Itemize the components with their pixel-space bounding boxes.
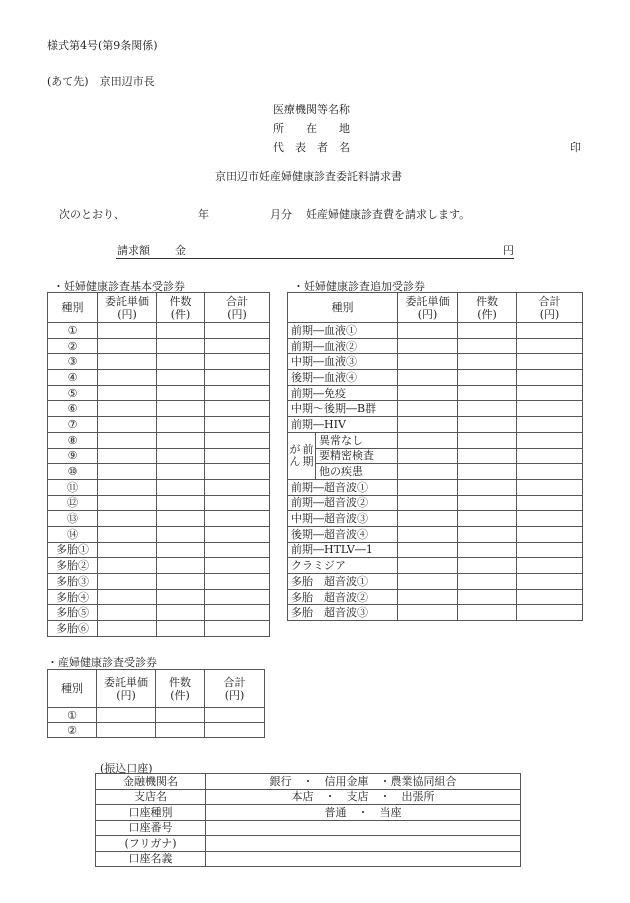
unit-price-cell[interactable] (398, 448, 458, 464)
count-cell[interactable] (157, 574, 205, 590)
unit-price-cell[interactable] (398, 370, 458, 386)
month-label: 月分 (270, 208, 292, 221)
row-label: 多胎③ (48, 574, 98, 590)
table-row (48, 370, 270, 386)
table-row (48, 605, 270, 621)
total-cell[interactable] (205, 323, 270, 339)
row-label: 前期―HTLV―1 (288, 542, 398, 558)
total-cell[interactable] (205, 448, 270, 464)
total-cell[interactable] (205, 432, 270, 448)
table-row (48, 354, 270, 370)
row-label: ⑥ (48, 401, 98, 417)
unit-price-cell[interactable] (398, 338, 458, 354)
table-row (288, 558, 583, 574)
count-cell[interactable] (157, 605, 205, 621)
unit-price-cell[interactable] (398, 542, 458, 558)
row-label: 多胎④ (48, 589, 98, 605)
unit-price-cell[interactable] (98, 464, 157, 480)
unit-price-cell[interactable] (98, 448, 157, 464)
table-row (48, 558, 270, 574)
table-row (48, 464, 270, 480)
table-row (288, 417, 583, 433)
table-row (48, 495, 270, 511)
unit-price-cell[interactable] (398, 417, 458, 433)
row-label: ⑭ (48, 526, 98, 542)
total-cell[interactable] (517, 542, 583, 558)
count-cell[interactable] (156, 723, 205, 738)
total-cell[interactable] (517, 464, 583, 480)
count-cell[interactable] (156, 708, 205, 723)
header-unit-price: 委託単価 (円) (98, 293, 157, 323)
table-row (48, 323, 270, 339)
table-row (288, 354, 583, 370)
bank-row (96, 774, 521, 790)
unit-price-cell[interactable] (398, 385, 458, 401)
bank-section-title: (振込口座) (100, 762, 153, 775)
total-cell[interactable] (517, 354, 583, 370)
row-label: 多胎① (48, 542, 98, 558)
total-cell[interactable] (517, 526, 583, 542)
row-label: 他の疾患 (316, 464, 398, 480)
total-cell[interactable] (517, 323, 583, 339)
row-label: 多胎⑤ (48, 605, 98, 621)
count-cell[interactable] (458, 323, 517, 339)
seal-mark: 印 (570, 141, 581, 154)
unit-price-cell[interactable] (98, 354, 157, 370)
row-label: 多胎 超音波① (288, 574, 398, 590)
total-cell[interactable] (205, 385, 270, 401)
total-cell[interactable] (517, 589, 583, 605)
bank-row (96, 836, 521, 852)
table-row (288, 589, 583, 605)
row-label: 多胎⑥ (48, 621, 98, 637)
count-cell[interactable] (458, 448, 517, 464)
bank-account-table (95, 773, 521, 867)
table-row (288, 401, 583, 417)
count-cell[interactable] (458, 479, 517, 495)
postpartum-coupon-table (47, 669, 265, 738)
table-row (288, 574, 583, 590)
table-row (288, 479, 583, 495)
count-cell[interactable] (157, 323, 205, 339)
table-row (48, 401, 270, 417)
row-label: 前期―超音波② (288, 495, 398, 511)
form-number: 様式第4号(第9条関係) (47, 39, 158, 52)
total-cell[interactable] (517, 417, 583, 433)
row-label: 前期―超音波① (288, 479, 398, 495)
row-label: ⑤ (48, 385, 98, 401)
row-label: ② (48, 338, 98, 354)
count-cell[interactable] (458, 589, 517, 605)
claim-yen: 円 (503, 244, 514, 257)
row-label: 後期―血液④ (288, 370, 398, 386)
table-header-row (48, 670, 265, 708)
row-label: ⑦ (48, 417, 98, 433)
total-cell[interactable] (205, 574, 270, 590)
bank-field-label: (フリガナ) (96, 836, 206, 852)
unit-price-cell[interactable] (398, 605, 458, 621)
unit-price-cell[interactable] (398, 464, 458, 480)
table-row (48, 574, 270, 590)
bank-field-label: 支店名 (96, 789, 206, 805)
header-unit-price: 委託単価 (円) (97, 670, 156, 708)
header-unit-price: 委託単価 (円) (398, 293, 458, 323)
header-count: 件数 (件) (157, 293, 205, 323)
bank-field-value[interactable] (206, 820, 521, 836)
table-row (48, 432, 270, 448)
bank-field-label: 口座番号 (96, 820, 206, 836)
row-label: ① (48, 323, 98, 339)
bank-field-label: 口座種別 (96, 805, 206, 821)
count-cell[interactable] (458, 432, 517, 448)
table-row (48, 417, 270, 433)
header-count: 件数 (件) (458, 293, 517, 323)
total-cell[interactable] (205, 338, 270, 354)
total-cell[interactable] (517, 448, 583, 464)
count-cell[interactable] (458, 558, 517, 574)
bank-field-value[interactable] (206, 836, 521, 852)
total-cell[interactable] (517, 605, 583, 621)
count-cell[interactable] (458, 385, 517, 401)
table-header-row (48, 293, 270, 323)
unit-price-cell[interactable] (98, 526, 157, 542)
total-cell[interactable] (517, 495, 583, 511)
total-cell[interactable] (205, 621, 270, 637)
total-cell[interactable] (517, 385, 583, 401)
count-cell[interactable] (157, 370, 205, 386)
total-cell[interactable] (205, 354, 270, 370)
bank-field-label: 金融機関名 (96, 774, 206, 790)
year-label: 年 (198, 208, 209, 221)
bank-field-label: 口座名義 (96, 851, 206, 867)
total-cell[interactable] (205, 558, 270, 574)
unit-price-cell[interactable] (98, 511, 157, 527)
table-header-row (288, 293, 583, 323)
unit-price-cell[interactable] (398, 354, 458, 370)
table-row (288, 605, 583, 621)
table-row (288, 511, 583, 527)
row-label: 中期―血液③ (288, 354, 398, 370)
count-cell[interactable] (157, 464, 205, 480)
unit-price-cell[interactable] (398, 574, 458, 590)
unit-price-cell[interactable] (98, 574, 157, 590)
table-row (288, 370, 583, 386)
header-type: 種別 (48, 293, 98, 323)
unit-price-cell[interactable] (98, 479, 157, 495)
statement-suffix: 妊産婦健康診査費を請求します。 (306, 208, 471, 221)
row-label: 要精密検査 (316, 448, 398, 464)
total-cell[interactable] (205, 495, 270, 511)
header-count: 件数 (件) (156, 670, 205, 708)
row-label: 異常なし (316, 432, 398, 448)
count-cell[interactable] (458, 605, 517, 621)
count-cell[interactable] (458, 542, 517, 558)
representative-label: 代 表 者 名 (273, 141, 350, 154)
total-cell[interactable] (517, 479, 583, 495)
unit-price-cell[interactable] (398, 432, 458, 448)
table-row (288, 432, 583, 448)
count-cell[interactable] (157, 417, 205, 433)
row-label: 後期―超音波④ (288, 526, 398, 542)
row-label: ⑬ (48, 511, 98, 527)
addressee: (あて先) 京田辺市長 (47, 75, 155, 88)
claim-kin: 金 (175, 244, 186, 257)
header-type: 種別 (288, 293, 398, 323)
institution-name-label: 医療機関等名称 (273, 103, 350, 116)
header-type: 種別 (48, 670, 97, 708)
unit-price-cell[interactable] (98, 605, 157, 621)
count-cell[interactable] (458, 338, 517, 354)
total-cell[interactable] (205, 542, 270, 558)
bank-row (96, 805, 521, 821)
row-label: ④ (48, 370, 98, 386)
header-total: 合計 (円) (205, 670, 265, 708)
unit-price-cell[interactable] (98, 589, 157, 605)
unit-price-cell[interactable] (98, 401, 157, 417)
table-row (48, 542, 270, 558)
total-cell[interactable] (205, 605, 270, 621)
table-row (48, 621, 270, 637)
total-cell[interactable] (517, 511, 583, 527)
total-cell[interactable] (517, 338, 583, 354)
table-row (48, 385, 270, 401)
unit-price-cell[interactable] (398, 589, 458, 605)
unit-price-cell[interactable] (98, 542, 157, 558)
bank-row (96, 789, 521, 805)
unit-price-cell[interactable] (97, 708, 156, 723)
unit-price-cell[interactable] (398, 511, 458, 527)
total-cell[interactable] (205, 464, 270, 480)
count-cell[interactable] (157, 432, 205, 448)
unit-price-cell[interactable] (398, 558, 458, 574)
total-cell[interactable] (205, 479, 270, 495)
count-cell[interactable] (157, 385, 205, 401)
unit-price-cell[interactable] (98, 621, 157, 637)
bank-row (96, 851, 521, 867)
bank-field-value[interactable]: 銀行 ・ 信用金庫 ・農業協同組合 (206, 774, 521, 790)
row-label: 前期―免疫 (288, 385, 398, 401)
count-cell[interactable] (157, 621, 205, 637)
table-row (288, 323, 583, 339)
count-cell[interactable] (458, 495, 517, 511)
claim-label: 請求額 (117, 244, 150, 257)
table-row (48, 511, 270, 527)
count-cell[interactable] (458, 464, 517, 480)
total-cell[interactable] (517, 401, 583, 417)
table-row (48, 708, 265, 723)
row-label: 多胎 超音波② (288, 589, 398, 605)
count-cell[interactable] (157, 338, 205, 354)
unit-price-cell[interactable] (398, 401, 458, 417)
unit-price-cell[interactable] (398, 526, 458, 542)
count-cell[interactable] (458, 511, 517, 527)
row-label: ⑧ (48, 432, 98, 448)
row-label: クラミジア (288, 558, 398, 574)
unit-price-cell[interactable] (398, 323, 458, 339)
row-label: ⑪ (48, 479, 98, 495)
table-row (288, 338, 583, 354)
total-cell[interactable] (205, 370, 270, 386)
statement-prefix: 次のとおり、 (59, 208, 125, 221)
unit-price-cell[interactable] (98, 370, 157, 386)
header-total: 合計 (円) (517, 293, 583, 323)
row-label: ⑫ (48, 495, 98, 511)
header-total: 合計 (円) (205, 293, 270, 323)
total-cell[interactable] (205, 417, 270, 433)
document-title: 京田辺市妊産婦健康診査委託料請求書 (215, 170, 402, 183)
total-cell[interactable] (205, 723, 265, 738)
unit-price-cell[interactable] (98, 495, 157, 511)
table-row (48, 589, 270, 605)
count-cell[interactable] (157, 558, 205, 574)
total-cell[interactable] (517, 574, 583, 590)
table-row (48, 338, 270, 354)
count-cell[interactable] (458, 417, 517, 433)
count-cell[interactable] (157, 401, 205, 417)
claim-amount-line[interactable] (116, 258, 514, 259)
unit-price-cell[interactable] (98, 417, 157, 433)
table-row (288, 385, 583, 401)
table-row (288, 448, 583, 464)
basic-coupon-table (47, 292, 270, 637)
row-label: 前期―血液② (288, 338, 398, 354)
count-cell[interactable] (157, 511, 205, 527)
table-row (48, 448, 270, 464)
count-cell[interactable] (157, 589, 205, 605)
bank-row (96, 820, 521, 836)
count-cell[interactable] (157, 479, 205, 495)
unit-price-cell[interactable] (98, 432, 157, 448)
additional-table-title: ・妊婦健康診査追加受診券 (293, 280, 425, 293)
count-cell[interactable] (157, 526, 205, 542)
unit-price-cell[interactable] (398, 495, 458, 511)
count-cell[interactable] (157, 495, 205, 511)
table-row (288, 495, 583, 511)
basic-table-title: ・妊婦健康診査基本受診券 (53, 280, 185, 293)
table-row (48, 723, 265, 738)
table-row (48, 479, 270, 495)
total-cell[interactable] (205, 708, 265, 723)
row-label: ① (48, 708, 97, 723)
row-label: 多胎 超音波③ (288, 605, 398, 621)
count-cell[interactable] (157, 354, 205, 370)
bank-field-value[interactable]: 本店 ・ 支店 ・ 出張所 (206, 789, 521, 805)
row-label: 多胎② (48, 558, 98, 574)
table-row (288, 526, 583, 542)
bank-field-value[interactable] (206, 851, 521, 867)
row-label: ③ (48, 354, 98, 370)
total-cell[interactable] (517, 432, 583, 448)
row-label: ⑨ (48, 448, 98, 464)
count-cell[interactable] (157, 448, 205, 464)
unit-price-cell[interactable] (398, 479, 458, 495)
count-cell[interactable] (157, 542, 205, 558)
count-cell[interactable] (458, 574, 517, 590)
total-cell[interactable] (205, 401, 270, 417)
count-cell[interactable] (458, 401, 517, 417)
total-cell[interactable] (517, 370, 583, 386)
unit-price-cell[interactable] (97, 723, 156, 738)
count-cell[interactable] (458, 370, 517, 386)
additional-coupon-table (287, 292, 583, 621)
table-row (288, 464, 583, 480)
row-label: 前期―血液① (288, 323, 398, 339)
table-row (48, 526, 270, 542)
bank-field-value[interactable]: 普通 ・ 当座 (206, 805, 521, 821)
row-label: 中期―超音波③ (288, 511, 398, 527)
gan-early-label: が ん 前 期 (288, 432, 316, 479)
total-cell[interactable] (205, 511, 270, 527)
total-cell[interactable] (205, 589, 270, 605)
unit-price-cell[interactable] (98, 323, 157, 339)
row-label: ⑩ (48, 464, 98, 480)
unit-price-cell[interactable] (98, 385, 157, 401)
count-cell[interactable] (458, 354, 517, 370)
row-label: 前期―HIV (288, 417, 398, 433)
count-cell[interactable] (458, 526, 517, 542)
total-cell[interactable] (517, 558, 583, 574)
unit-price-cell[interactable] (98, 558, 157, 574)
postpartum-table-title: ・産婦健康診査受診券 (47, 656, 157, 669)
row-label: 中期～後期―B群 (288, 401, 398, 417)
total-cell[interactable] (205, 526, 270, 542)
address-label: 所 在 地 (273, 122, 350, 135)
unit-price-cell[interactable] (98, 338, 157, 354)
table-row (288, 542, 583, 558)
row-label: ② (48, 723, 97, 738)
